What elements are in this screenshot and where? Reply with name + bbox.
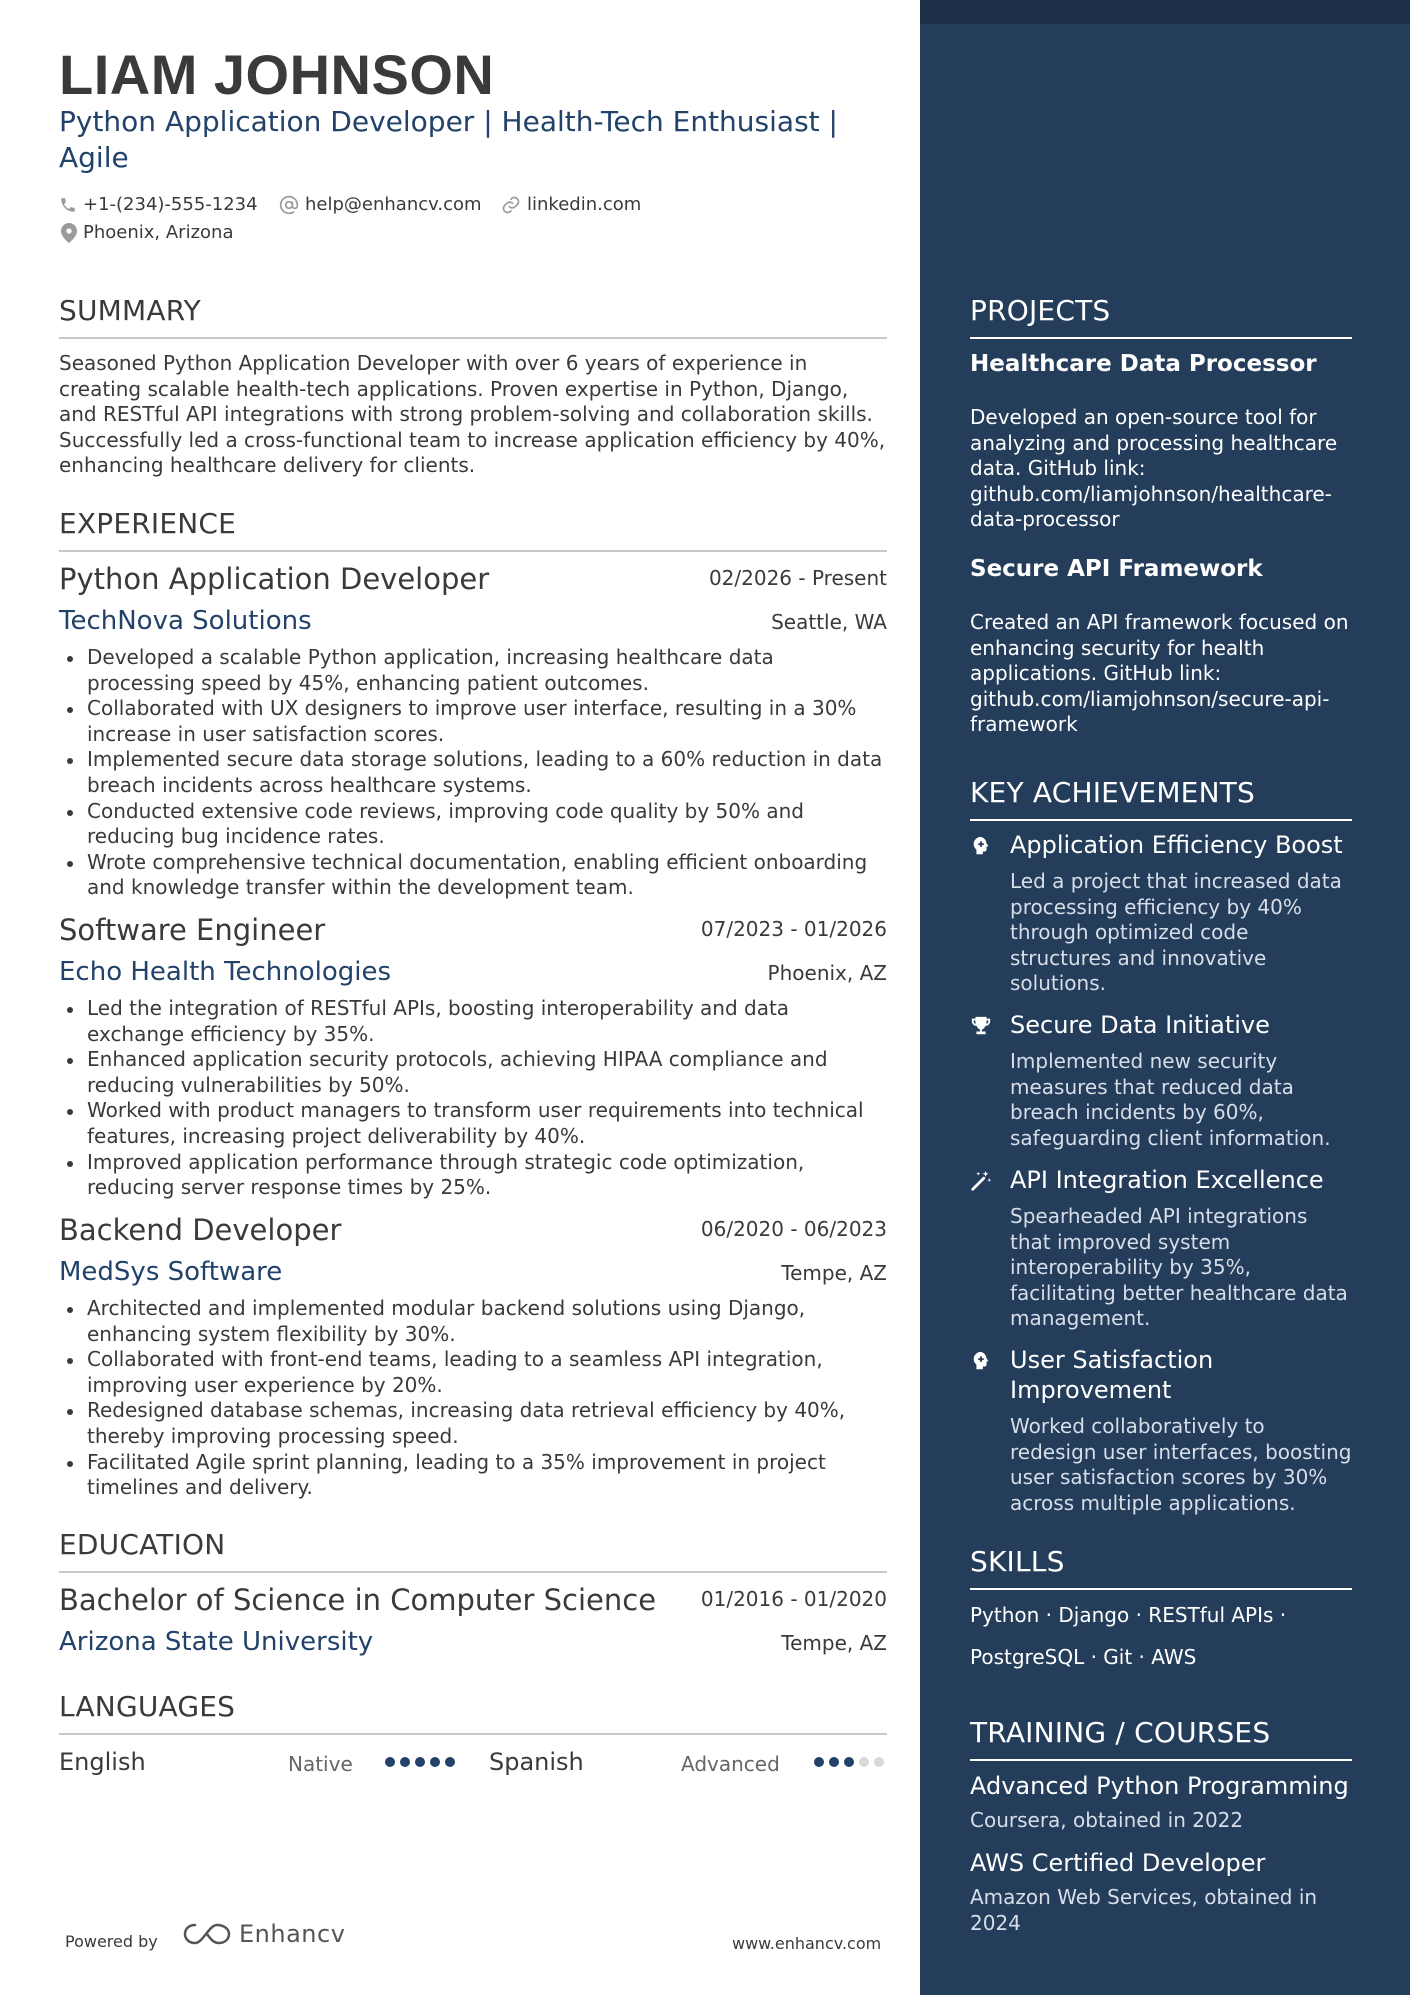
bullet-item: Worked with product managers to transform user requirements into technical features, increasing project deliverability by 40%. [59, 1098, 887, 1149]
experience-heading: EXPERIENCE [59, 507, 887, 552]
brand-name: Enhancv [239, 1920, 346, 1948]
contact-location [61, 222, 233, 243]
rating-dot [814, 1757, 824, 1767]
location-pin-icon [61, 223, 77, 243]
magic-wand-icon [970, 1170, 992, 1192]
achievement-title: User Satisfaction Improvement [1010, 1346, 1214, 1404]
languages-heading: LANGUAGES [59, 1690, 887, 1735]
bullet-item: Collaborated with front-end teams, leading to a seamless API integration, improving user experience by 20%. [59, 1347, 887, 1398]
contact-phone [59, 194, 258, 215]
school-name: Arizona State University [59, 1627, 374, 1657]
contact-email[interactable] [279, 194, 482, 215]
course-name: Advanced Python Programming [970, 1772, 1349, 1800]
rating-dot [400, 1757, 410, 1767]
achievement-description: Worked collaboratively to redesign user interfaces, boosting user satisfaction scores by 30% across multiple applications. [1010, 1414, 1352, 1515]
infinity-logo-icon [183, 1921, 231, 1947]
achievement-title: API Integration Excellence [1010, 1166, 1324, 1194]
job-bullets [59, 1296, 887, 1501]
linkedin-link[interactable]: linkedin.com [527, 194, 642, 215]
course-provider: Coursera, obtained in 2022 [970, 1808, 1244, 1832]
sidebar [920, 0, 1410, 1995]
skills-heading: SKILLS [970, 1545, 1352, 1590]
achievements-heading: KEY ACHIEVEMENTS [970, 776, 1352, 821]
job-dates: 02/2026 - Present [708, 566, 887, 590]
achievement-description: Implemented new security measures that reduced data breach incidents by 60%, safeguarding client information. [1010, 1049, 1331, 1150]
website-link[interactable]: www.enhancv.com [732, 1934, 882, 1953]
bullet-item: Architected and implemented modular backend solutions using Django, enhancing system flexibility by 30%. [59, 1296, 887, 1347]
company-name: TechNova Solutions [59, 606, 312, 636]
project-description: Developed an open-source tool for analyzing and processing healthcare data. GitHub link: github.com/liamjohnson/healthcare-data-processor [970, 405, 1338, 532]
rating-dot [874, 1757, 884, 1767]
at-sign-icon [279, 195, 299, 215]
project-description: Created an API framework focused on enhancing security for health applications. GitHub link: github.com/liamjohnson/secure-api-framework [970, 610, 1349, 737]
job-bullets [59, 645, 887, 901]
trophy-icon [970, 1015, 992, 1037]
education-dates: 01/2016 - 01/2020 [700, 1587, 887, 1611]
skills-list: Python · Django · RESTful APIs · [970, 1603, 1287, 1627]
course-provider: Amazon Web Services, obtained in 2024 [970, 1885, 1318, 1935]
candidate-name: LIAM JOHNSON [59, 43, 495, 106]
job-location: Phoenix, AZ [767, 961, 887, 985]
job-location: Tempe, AZ [781, 1261, 887, 1285]
powered-by-label: Powered by [65, 1932, 158, 1951]
enhancv-logo[interactable] [183, 1920, 345, 1948]
job-dates: 06/2020 - 06/2023 [700, 1217, 887, 1241]
summary-text: Seasoned Python Application Developer with over 6 years of experience in creating scalable health-tech applications. Proven expertise in Python, Django, and RESTful API integrations with strong problem-solving and collaboration skills. Successfully led a cross-functional team to increase application efficiency by 40%, enhancing healthcare delivery for clients. [59, 351, 886, 478]
job-title: Backend Developer [59, 1213, 342, 1247]
bullet-item: Facilitated Agile sprint planning, leading to a 35% improvement in project timelines and delivery. [59, 1450, 887, 1501]
email-link[interactable]: help@enhancv.com [305, 194, 482, 215]
bullet-item: Collaborated with UX designers to improve user interface, resulting in a 30% increase in user satisfaction scores. [59, 696, 887, 747]
project-name: Secure API Framework [970, 556, 1263, 582]
course-name: AWS Certified Developer [970, 1849, 1266, 1877]
phone-text: +1-(234)-555-1234 [83, 194, 258, 215]
job-bullets [59, 996, 887, 1201]
bullet-item: Implemented secure data storage solutions, leading to a 60% reduction in data breach incidents across healthcare systems. [59, 747, 887, 798]
job-dates: 07/2023 - 01/2026 [700, 917, 887, 941]
rating-dot [844, 1757, 854, 1767]
location-text: Phoenix, Arizona [83, 222, 234, 243]
summary-heading: SUMMARY [59, 294, 887, 339]
brain-icon [970, 835, 992, 857]
job-location: Seattle, WA [771, 610, 887, 634]
language-name: Spanish [489, 1748, 584, 1776]
rating-dot [859, 1757, 869, 1767]
bullet-item: Redesigned database schemas, increasing data retrieval efficiency by 40%, thereby improving processing speed. [59, 1398, 887, 1449]
achievement-title: Secure Data Initiative [1010, 1011, 1270, 1039]
company-name: MedSys Software [59, 1257, 283, 1287]
rating-dot [415, 1757, 425, 1767]
language-rating [385, 1757, 455, 1767]
language-level: Native [288, 1752, 353, 1776]
education-heading: EDUCATION [59, 1528, 887, 1573]
bullet-item: Improved application performance through strategic code optimization, reducing server response times by 25%. [59, 1150, 887, 1201]
achievement-description: Spearheaded API integrations that improved system interoperability by 35%, facilitating better healthcare data management. [1010, 1204, 1348, 1331]
bullet-item: Conducted extensive code reviews, improving code quality by 50% and reducing bug incidence rates. [59, 799, 887, 850]
rating-dot [430, 1757, 440, 1767]
bullet-item: Wrote comprehensive technical documentation, enabling efficient onboarding and knowledge transfer within the development team. [59, 850, 887, 901]
courses-heading: TRAINING / COURSES [970, 1716, 1352, 1761]
degree-title: Bachelor of Science in Computer Science [59, 1583, 657, 1617]
school-location: Tempe, AZ [781, 1631, 887, 1655]
skills-list: PostgreSQL · Git · AWS [970, 1645, 1197, 1669]
contact-linkedin[interactable] [501, 194, 641, 215]
language-rating [814, 1757, 884, 1767]
bullet-item: Enhanced application security protocols, achieving HIPAA compliance and reducing vulnerabilities by 50%. [59, 1047, 887, 1098]
candidate-tagline: Python Application Developer | Health-Tech Enthusiast | Agile [59, 105, 838, 174]
achievement-description: Led a project that increased data processing efficiency by 40% through optimized code structures and innovative solutions. [1010, 869, 1342, 996]
company-name: Echo Health Technologies [59, 957, 392, 987]
sidebar-top-band [920, 0, 1410, 24]
bullet-item: Developed a scalable Python application, increasing healthcare data processing speed by 45%, enhancing patient outcomes. [59, 645, 887, 696]
phone-icon [59, 196, 77, 214]
projects-heading: PROJECTS [970, 294, 1352, 339]
job-title: Python Application Developer [59, 562, 490, 596]
link-icon [501, 195, 521, 215]
achievement-title: Application Efficiency Boost [1010, 831, 1343, 859]
language-name: English [59, 1748, 146, 1776]
job-title: Software Engineer [59, 913, 326, 947]
language-level: Advanced [681, 1752, 780, 1776]
rating-dot [829, 1757, 839, 1767]
project-name: Healthcare Data Processor [970, 351, 1317, 377]
rating-dot [385, 1757, 395, 1767]
bullet-item: Led the integration of RESTful APIs, boosting interoperability and data exchange efficiency by 35%. [59, 996, 887, 1047]
brain-icon [970, 1350, 992, 1372]
rating-dot [445, 1757, 455, 1767]
